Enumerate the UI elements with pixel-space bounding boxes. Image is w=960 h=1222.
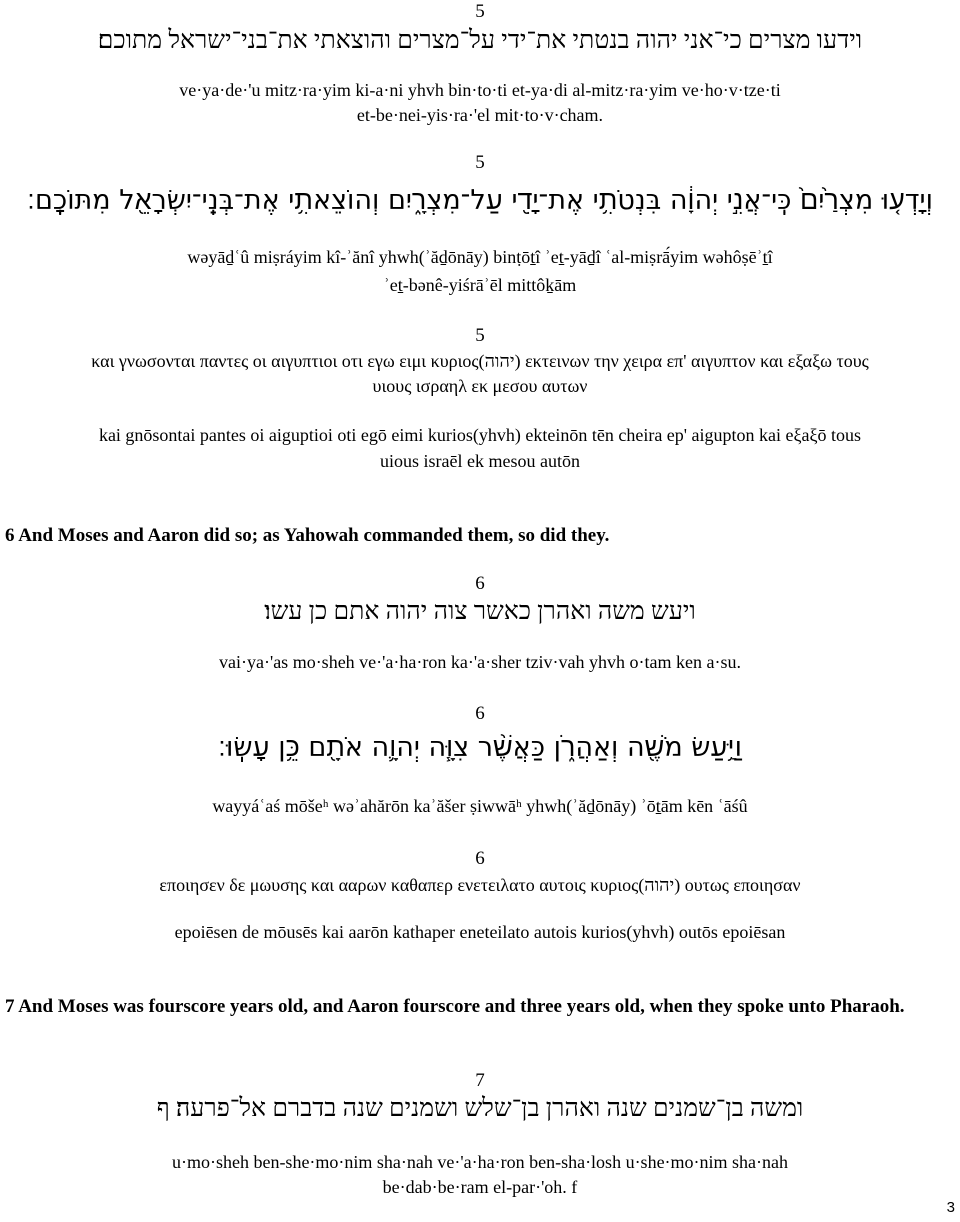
verse-number: 5: [475, 152, 485, 173]
transliteration-line: u·mo·sheh ben-she·mo·nim sha·nah ve·'a·ha·ron ben-sha·losh u·she·mo·nim sha·nah: [171, 1152, 789, 1172]
verse-number: 6: [475, 703, 485, 724]
greek-line: υιους ισραηλ εκ μεσου αυτων: [372, 376, 588, 396]
verse-number: 7: [475, 1070, 485, 1091]
hebrew-unpointed-line: וידעו מצרים כי־אני יהוה בנטתי את־ידי על־מצרים והוצאתי את־בני־ישראל מתוכם׃: [97, 27, 863, 54]
scholarly-transliteration-line: wayyáʿaś mōšeʰ wəʾahărōn kaʾăšer ṣiwwāʰ yhwh(ʾăḏōnāy) ʾōṯām kēn ʿāśû: [212, 796, 748, 816]
verse-number: 6: [475, 573, 485, 594]
hebrew-pointed-line: וְיָדְע֤וּ מִצְרַ֙יִם֙ כִּֽי־אֲנִ֣י יְהוָ֔ה בִּנְטֹתִ֥י אֶת־יָדִ֖י עַל־מִצְרָ֑יִם וְהוֹצֵאתִ֥י אֶת־בְּנֵֽי־יִשְׂרָאֵ֖ל מִתּוֹכָֽם׃: [27, 185, 933, 216]
hebrew-unpointed-line: ומשה בן־שמנים שנה ואהרן בן־שלש ושמנים שנה בדברם אל־פרעה׃ ף: [156, 1095, 804, 1122]
transliteration-line: et-be·nei-yis·ra·'el mit·to·v·cham.: [356, 105, 604, 125]
scholarly-transliteration-line: wəyāḏʿû miṣráyim kî-ʾănî yhwh(ʾăḏōnāy) binṭōṯî ʾeṯ-yāḏî ʿal-miṣrā́yim wəhôṣēʾṯî: [187, 247, 773, 267]
greek-line: εποιησεν δε μωυσης και ααρων καθαπερ ενετειλατο αυτοις κυριος(יהוה) ουτως εποιησαν: [159, 875, 801, 895]
hebrew-unpointed-line: ויעש משה ואהרן כאשר צוה יהוה אתם כן עשו׃: [264, 598, 696, 625]
transliteration-line: be·dab·be·ram el-par·'oh. f: [382, 1177, 578, 1197]
hebrew-pointed-line: וַיַּ֥עַשׂ מֹשֶׁ֖ה וְאַהֲרֹ֑ן כַּאֲשֶׁ֨ר צִוָּ֧ה יְהוָ֛ה אֹתָ֖ם כֵּ֥ן עָשֽׂוּ׃: [218, 732, 742, 763]
verse-number: 5: [475, 325, 485, 346]
verse-number: 6: [475, 848, 485, 869]
english-verse: 7 And Moses was fourscore years old, and Aaron fourscore and three years old, when they spoke unto Pharaoh.: [5, 996, 905, 1017]
transliteration-line: ve·ya·de·'u mitz·ra·yim ki-a·ni yhvh bin·to·ti et-ya·di al-mitz·ra·yim ve·ho·v·tze·ti: [179, 80, 781, 100]
greek-transliteration-line: epoiēsen de mōusēs kai aarōn kathaper eneteilato autois kurios(yhvh) outōs epoiēsan: [174, 922, 786, 942]
transliteration-line: vai·ya·'as mo·sheh ve·'a·ha·ron ka·'a·sher tziv·vah yhvh o·tam ken a·su.: [218, 652, 742, 672]
greek-line: και γνωσονται παντες οι αιγυπτιοι οτι εγω ειμι κυριος(יהוה) εκτεινων την χειρα επ' αιγυπτον και εξαξω τους: [91, 351, 869, 371]
page-number: 3: [946, 1199, 955, 1216]
greek-transliteration-line: uious israēl ek mesou autōn: [380, 451, 580, 471]
scholarly-transliteration-line: ʾeṯ-bənê-yiśrāʾēl mittôḵām: [383, 275, 577, 295]
english-verse: 6 And Moses and Aaron did so; as Yahowah commanded them, so did they.: [5, 525, 610, 546]
greek-transliteration-line: kai gnōsontai pantes oi aiguptioi oti egō eimi kurios(yhvh) ekteinōn tēn cheira ep' aigupton kai eξaξō tous: [98, 425, 862, 445]
verse-number: 5: [475, 1, 485, 22]
